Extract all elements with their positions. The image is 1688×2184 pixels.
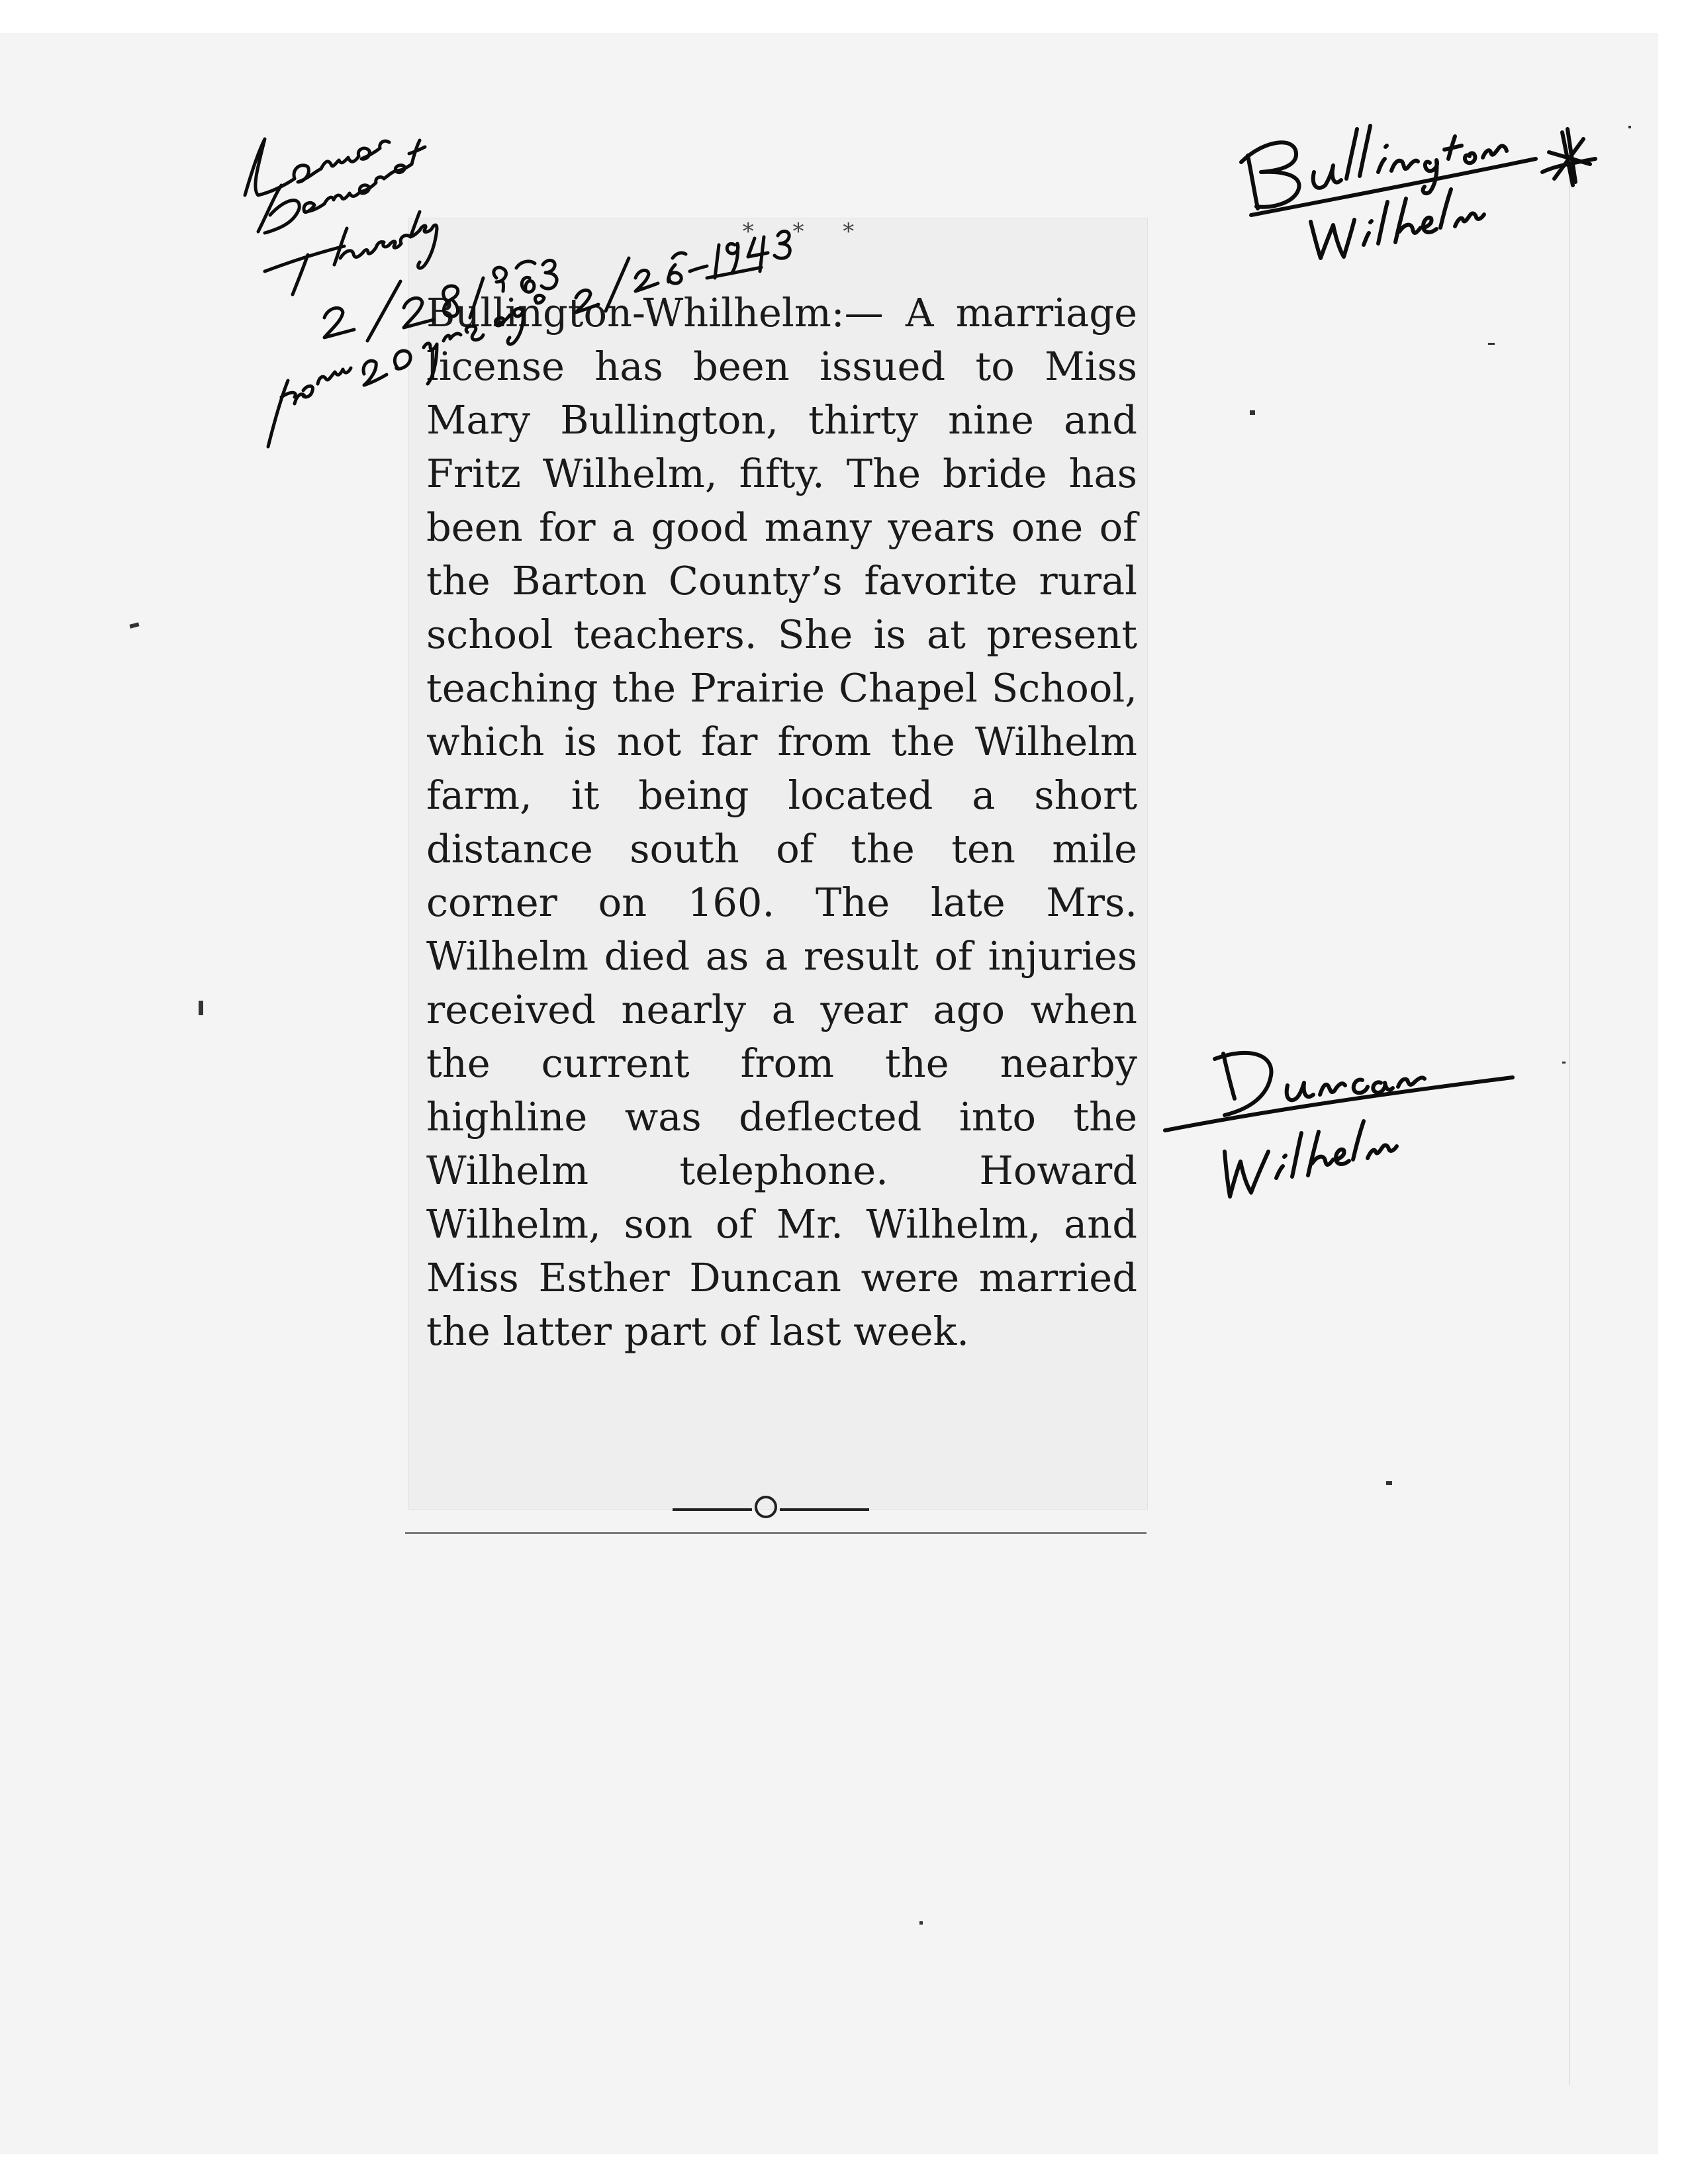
scan-speck xyxy=(1488,343,1495,345)
scan-border-bottom xyxy=(0,2154,1688,2184)
end-rule-left xyxy=(673,1508,752,1511)
scan-speck xyxy=(129,622,139,628)
end-rule-right xyxy=(780,1508,869,1511)
handwritten-surnames-middle xyxy=(1152,1019,1523,1218)
article-text: Bullington-Whilhelm:— A marriage license has been issued to Miss Mary Bullington, thirty nine and Fritz Wilhelm, fifty. The bride has been for a good many years one of the Barton County’s favorite rural school teachers. She is at present teaching the Prairie Chapel School, which is not far from the Wilhelm farm, it being located a short distance south of the ten mile corner on 160. The late Mrs. Wilhelm died as a result of injuries received nearly a year ago when the current from the nearby highline was deflected into the Wilhelm telephone. Howard Wilhelm, son of Mr. Wilhelm, and Miss Esther Duncan were married the latter part of last week. xyxy=(426,290,1137,1354)
scan-border-right xyxy=(1658,0,1688,2184)
scan-speck xyxy=(1628,126,1631,128)
scan-speck xyxy=(1562,1062,1566,1064)
asterism-separator: * * * xyxy=(742,218,870,245)
scan-speck xyxy=(1386,1481,1392,1485)
handwritten-source-note xyxy=(218,79,814,450)
end-rule-ornament xyxy=(755,1496,777,1518)
clipping-cut-edge xyxy=(405,1532,1147,1534)
handwritten-surnames-top xyxy=(1205,93,1615,278)
scan-speck xyxy=(1250,410,1255,415)
scan-fold-line xyxy=(1569,132,1570,2085)
scan-speck xyxy=(919,1921,923,1925)
scan-speck xyxy=(199,1001,203,1015)
scan-border-top xyxy=(0,0,1688,33)
